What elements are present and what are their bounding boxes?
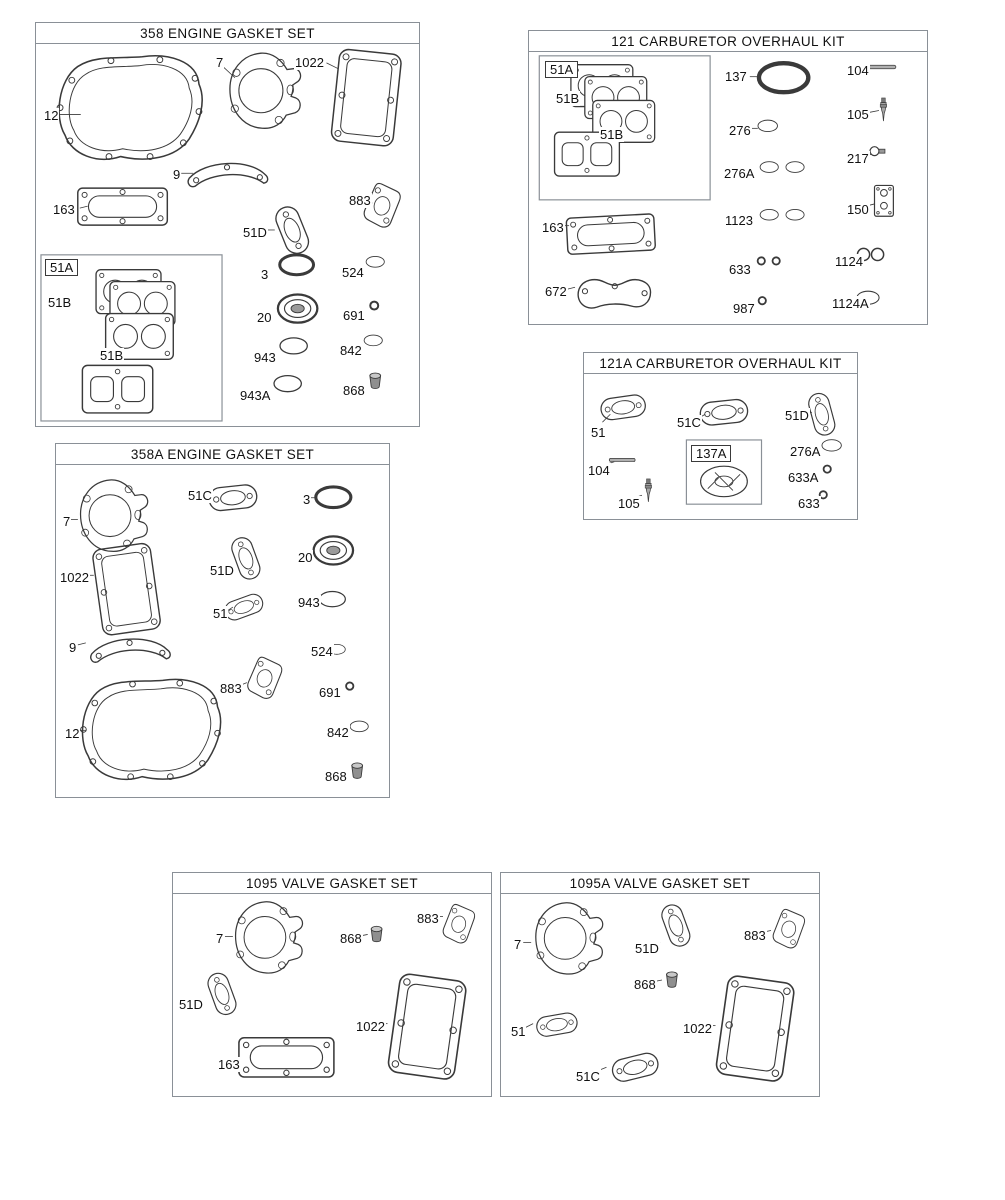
intake-gasket-9-illustration <box>188 163 268 186</box>
breather-gasket-672-illustration <box>578 280 650 308</box>
head-gasket-7-illustration <box>536 903 603 974</box>
o-ring-276a-illustration <box>786 162 804 173</box>
port-gasket-51-illustration <box>222 592 265 623</box>
part-label-868: 868 <box>634 977 656 992</box>
part-label-1022: 1022 <box>60 570 89 585</box>
seal-633a-illustration <box>824 465 831 472</box>
part-label-7: 7 <box>216 55 224 70</box>
part-label-51a: 51A <box>545 61 578 78</box>
part-label-105: 105 <box>847 107 869 122</box>
section-title-121: 121 CARBURETOR OVERHAUL KIT <box>529 31 927 52</box>
o-ring-842-illustration <box>364 335 382 346</box>
exhaust-gasket-883-illustration <box>771 908 806 950</box>
part-label-868: 868 <box>343 383 365 398</box>
part-label-633: 633 <box>729 262 751 277</box>
o-ring-276a-illustration <box>822 440 841 451</box>
part-label-672: 672 <box>545 284 567 299</box>
seal-633-illustration <box>773 257 780 264</box>
part-label-276a: 276A <box>724 166 755 181</box>
section-title-358a: 358A ENGINE GASKET SET <box>56 444 389 465</box>
leader-lines <box>60 63 372 230</box>
crankcase-gasket-12-illustration <box>57 56 202 160</box>
plate-gasket-163-illustration <box>566 214 655 255</box>
section-358a-illustrations <box>56 444 389 797</box>
part-label-51a: 51A <box>45 259 78 276</box>
part-label-1124a: 1124A <box>832 296 869 311</box>
group-box-137a <box>686 440 761 504</box>
screw-217-illustration <box>870 147 885 156</box>
exhaust-gasket-883-illustration <box>362 181 403 229</box>
part-label-217: 217 <box>847 151 869 166</box>
part-label-3: 3 <box>261 267 269 282</box>
o-ring-943-illustration <box>280 338 307 354</box>
exhaust-gasket-883-illustration <box>246 655 284 700</box>
section-1095-valve-gasket-set <box>172 872 492 1097</box>
section-358-engine-gasket-set <box>35 22 420 427</box>
exhaust-gasket-883-illustration <box>441 903 476 945</box>
part-label-943a: 943A <box>240 388 271 403</box>
part-label-9: 9 <box>173 167 181 182</box>
pin-104-illustration <box>868 65 896 68</box>
o-ring-943a-illustration <box>274 376 301 392</box>
leader-lines <box>70 496 319 731</box>
o-ring-276a-illustration <box>760 162 778 173</box>
part-label-51b: 51B <box>48 295 72 310</box>
part-label-883: 883 <box>349 193 371 208</box>
section-358a-engine-gasket-set <box>55 443 390 798</box>
part-label-7: 7 <box>514 937 522 952</box>
section-title-358: 358 ENGINE GASKET SET <box>36 23 419 44</box>
part-label-137a: 137A <box>691 445 731 462</box>
seal-691-illustration <box>370 302 378 310</box>
port-gasket-51c-illustration <box>699 398 749 426</box>
diaphragm-137a-illustration <box>701 466 748 497</box>
part-label-12: 12 <box>65 726 80 741</box>
port-gasket-51-illustration <box>600 394 647 421</box>
part-label-1022: 1022 <box>295 55 324 70</box>
leader-lines <box>195 917 443 1062</box>
leader-lines <box>602 412 811 497</box>
part-label-7: 7 <box>216 931 224 946</box>
washer-pair-1124-illustration <box>857 248 883 260</box>
o-ring-3-illustration <box>280 255 314 275</box>
part-label-883: 883 <box>417 911 439 926</box>
carb-gasket-51b-illustration <box>82 365 152 413</box>
section-121a-illustrations <box>584 353 857 519</box>
o-ring-1124a-illustration <box>857 291 879 304</box>
part-label-1124: 1124 <box>835 254 863 269</box>
section-121-carburetor-overhaul-kit <box>528 30 928 325</box>
section-title-1095a: 1095A VALVE GASKET SET <box>501 873 819 894</box>
o-ring-943-illustration <box>319 591 345 606</box>
carb-gasket-51b-illustration <box>106 314 174 360</box>
plug-868-illustration <box>370 373 381 388</box>
rocker-cover-gasket-1022-illustration <box>331 49 402 147</box>
o-ring-1123-illustration <box>786 209 804 220</box>
part-label-104: 104 <box>847 63 869 78</box>
part-label-1022: 1022 <box>356 1019 385 1034</box>
section-title-1095: 1095 VALVE GASKET SET <box>173 873 491 894</box>
part-label-51d: 51D <box>179 997 203 1012</box>
part-label-51c: 51C <box>188 488 212 503</box>
o-ring-3-illustration <box>316 487 351 508</box>
part-label-943: 943 <box>254 350 276 365</box>
seal-987-illustration <box>759 297 766 304</box>
seal-633-illustration <box>758 257 765 264</box>
part-label-633a: 633A <box>788 470 819 485</box>
section-121-illustrations <box>529 31 927 324</box>
section-title-121a: 121A CARBURETOR OVERHAUL KIT <box>584 353 857 374</box>
o-ring-842-illustration <box>350 721 368 732</box>
part-label-51d: 51D <box>210 563 234 578</box>
seal-633-illustration <box>820 491 827 498</box>
part-label-868: 868 <box>325 769 347 784</box>
part-label-883: 883 <box>744 928 766 943</box>
intake-gasket-9-illustration <box>91 639 170 662</box>
part-label-633: 633 <box>798 496 820 511</box>
crankcase-gasket-12-illustration <box>81 679 221 779</box>
part-label-51d: 51D <box>243 225 267 240</box>
head-gasket-7-illustration <box>230 53 301 128</box>
oil-seal-20-illustration <box>314 536 353 564</box>
port-gasket-51d-illustration <box>205 970 239 1017</box>
o-ring-276-illustration <box>758 120 777 131</box>
head-gasket-7-illustration <box>236 902 303 973</box>
part-label-104: 104 <box>588 463 610 478</box>
part-label-51: 51 <box>213 606 228 621</box>
rocker-cover-gasket-1022-illustration <box>92 542 161 635</box>
part-label-20: 20 <box>298 550 313 565</box>
part-label-868: 868 <box>340 931 362 946</box>
o-ring-524-illustration <box>328 644 345 654</box>
plug-868-illustration <box>352 763 363 778</box>
part-label-987: 987 <box>733 301 755 316</box>
o-ring-1123-illustration <box>760 209 778 220</box>
part-label-163: 163 <box>542 220 564 235</box>
part-label-51c: 51C <box>677 415 701 430</box>
port-gasket-51d-illustration <box>272 203 312 256</box>
carb-gasket-51b-illustration <box>555 132 620 176</box>
part-label-943: 943 <box>298 595 320 610</box>
part-label-7: 7 <box>63 514 71 529</box>
plate-gasket-163-illustration <box>78 188 168 225</box>
rocker-cover-gasket-1022-illustration <box>387 973 467 1080</box>
part-label-20: 20 <box>257 310 272 325</box>
part-label-51b: 51B <box>600 127 624 142</box>
part-label-150: 150 <box>847 202 869 217</box>
section-358-illustrations <box>36 23 419 426</box>
part-label-524: 524 <box>311 644 333 659</box>
part-label-163: 163 <box>218 1057 240 1072</box>
seal-691-illustration <box>346 682 353 689</box>
part-label-1022: 1022 <box>683 1021 712 1036</box>
part-label-51d: 51D <box>785 408 809 423</box>
leader-lines <box>523 930 771 1071</box>
gasket-card-150-illustration <box>875 185 894 216</box>
part-label-51d: 51D <box>635 941 659 956</box>
plug-868-illustration <box>667 972 678 987</box>
port-gasket-51d-illustration <box>229 535 263 582</box>
part-label-137: 137 <box>725 69 747 84</box>
section-1095a-illustrations <box>501 873 819 1096</box>
plug-868-illustration <box>371 926 382 941</box>
section-121a-carburetor-overhaul-kit <box>583 352 858 520</box>
part-label-883: 883 <box>220 681 242 696</box>
o-ring-524-illustration <box>366 256 384 267</box>
section-1095-illustrations <box>173 873 491 1096</box>
o-ring-137-illustration <box>759 63 808 92</box>
port-gasket-51-illustration <box>535 1011 578 1037</box>
part-label-163: 163 <box>53 202 75 217</box>
rocker-cover-gasket-1022-illustration <box>715 975 795 1082</box>
head-gasket-7-illustration <box>81 480 148 551</box>
part-label-691: 691 <box>319 685 341 700</box>
part-label-51c: 51C <box>576 1069 600 1084</box>
part-label-1123: 1123 <box>725 213 753 228</box>
part-label-842: 842 <box>340 343 362 358</box>
needle-valve-105-illustration <box>645 479 651 502</box>
part-label-12: 12 <box>44 108 59 123</box>
part-label-524: 524 <box>342 265 364 280</box>
part-label-51b: 51B <box>100 348 124 363</box>
part-label-276a: 276A <box>790 444 821 459</box>
port-gasket-51d-illustration <box>659 902 693 949</box>
part-label-3: 3 <box>303 492 311 507</box>
section-1095a-valve-gasket-set <box>500 872 820 1097</box>
port-gasket-51c-illustration <box>208 484 258 512</box>
oil-seal-20-illustration <box>278 294 317 322</box>
part-label-691: 691 <box>343 308 365 323</box>
plate-gasket-163-illustration <box>239 1038 334 1077</box>
part-label-276: 276 <box>729 123 751 138</box>
pin-104-illustration <box>609 458 635 461</box>
part-label-51: 51 <box>511 1024 526 1039</box>
part-label-51: 51 <box>591 425 606 440</box>
part-label-9: 9 <box>69 640 77 655</box>
port-gasket-51d-illustration <box>806 391 837 437</box>
needle-valve-105-illustration <box>880 98 886 121</box>
part-label-51b: 51B <box>556 91 580 106</box>
port-gasket-51c-illustration <box>610 1051 660 1084</box>
part-label-105: 105 <box>618 496 640 511</box>
part-label-842: 842 <box>327 725 349 740</box>
